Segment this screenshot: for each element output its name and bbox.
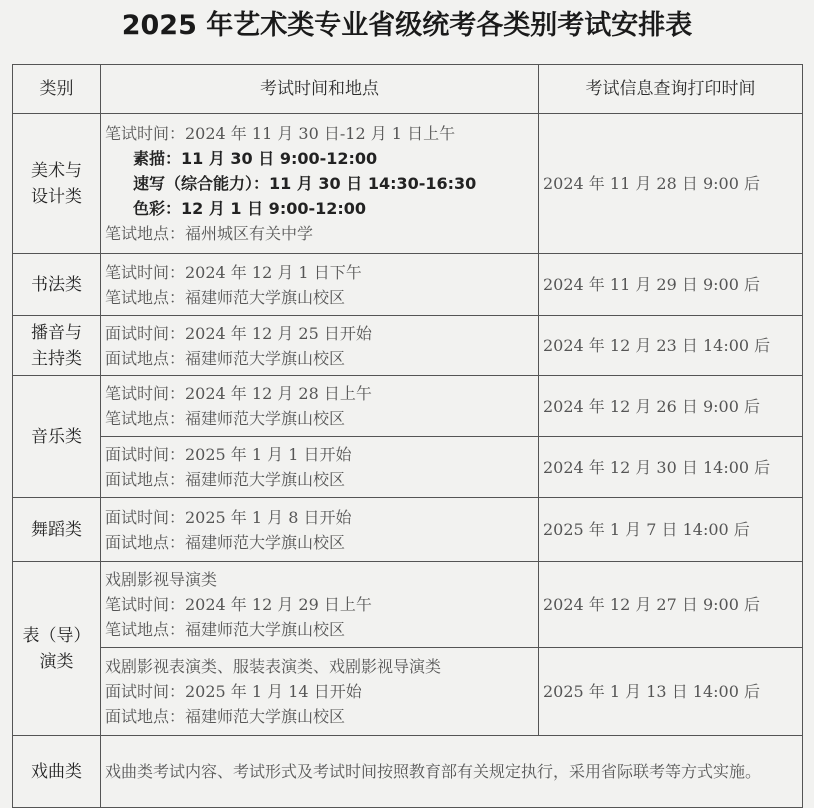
- category-cell: [13, 562, 101, 736]
- time-place-cell: [101, 316, 539, 376]
- time-place-cell: [101, 114, 539, 254]
- table-row-performance-interview: [13, 648, 803, 736]
- exam-time: 笔试时间：2024 年 12 月 28 日上午: [105, 384, 372, 403]
- exam-time: 笔试时间：2024 年 12 月 1 日下午: [105, 262, 362, 282]
- exam-subject: 戏剧影视表演类、服装表演类、戏剧影视导演类: [105, 657, 442, 676]
- category-label: 播音与: [31, 322, 82, 343]
- category-cell: [13, 316, 101, 376]
- header-category: 类别: [13, 65, 101, 114]
- print-time-cell: 2024 年 12 月 23 日 14:00 后: [539, 316, 803, 376]
- exam-time: 面试时间：2025 年 1 月 8 日开始: [105, 507, 352, 527]
- exam-place: 笔试地点：福建师范大学旗山校区: [105, 409, 346, 428]
- time-place-cell: [101, 498, 539, 562]
- category-label: 设计类: [31, 186, 82, 207]
- color-time: 色彩：12 月 1 日 9:00-12:00: [133, 199, 367, 218]
- category-cell: 音乐类: [13, 376, 101, 498]
- table-row-dance: [13, 498, 803, 562]
- exam-place: 面试地点：福建师范大学旗山校区: [105, 707, 346, 726]
- exam-subject: 戏剧影视导演类: [105, 570, 218, 589]
- exam-place: 面试地点：福建师范大学旗山校区: [105, 532, 346, 552]
- time-place-cell: [101, 437, 539, 498]
- exam-place: 笔试地点：福建师范大学旗山校区: [105, 620, 346, 639]
- table-row-performance-written: [13, 562, 803, 648]
- print-time-cell: 2025 年 1 月 13 日 14:00 后: [539, 648, 803, 736]
- time-place-cell: [101, 648, 539, 736]
- category-label: 演类: [39, 651, 74, 672]
- exam-place: 面试地点：福建师范大学旗山校区: [105, 470, 346, 489]
- time-place-cell: [101, 254, 539, 316]
- header-print-time: 考试信息查询打印时间: [539, 65, 803, 114]
- print-time-cell: 2025 年 1 月 7 日 14:00 后: [539, 498, 803, 562]
- category-cell: [13, 114, 101, 254]
- category-cell: 舞蹈类: [13, 498, 101, 562]
- exam-time: 面试时间：2025 年 1 月 14 日开始: [105, 682, 362, 701]
- written-time: 笔试时间：2024 年 11 月 30 日-12 月 1 日上午: [105, 124, 456, 143]
- category-label: 主持类: [31, 348, 82, 369]
- exam-place: 笔试地点：福建师范大学旗山校区: [105, 287, 346, 307]
- print-time-cell: 2024 年 12 月 26 日 9:00 后: [539, 376, 803, 437]
- opera-note-cell: 戏曲类考试内容、考试形式及考试时间按照教育部有关规定执行，采用省际联考等方式实施。: [101, 736, 803, 808]
- category-label: 表（导）: [22, 625, 91, 646]
- time-place-cell: [101, 562, 539, 648]
- print-time-cell: 2024 年 12 月 27 日 9:00 后: [539, 562, 803, 648]
- exam-place: 面试地点：福建师范大学旗山校区: [105, 348, 346, 368]
- print-time-cell: 2024 年 12 月 30 日 14:00 后: [539, 437, 803, 498]
- exam-time: 面试时间：2024 年 12 月 25 日开始: [105, 323, 372, 343]
- category-cell: 书法类: [13, 254, 101, 316]
- category-label: 美术与: [31, 160, 82, 181]
- exam-schedule-table: [12, 64, 803, 808]
- table-row-music-written: [13, 376, 803, 437]
- table-header-row: [13, 65, 803, 114]
- category-cell: 戏曲类: [13, 736, 101, 808]
- header-time-place: 考试时间和地点: [101, 65, 539, 114]
- exam-time: 面试时间：2025 年 1 月 1 日开始: [105, 445, 352, 464]
- table-row-opera: [13, 736, 803, 808]
- table-row-art: [13, 114, 803, 254]
- exam-time: 笔试时间：2024 年 12 月 29 日上午: [105, 595, 372, 614]
- page-title: 2025 年艺术类专业省级统考各类别考试安排表: [121, 10, 693, 41]
- table-row-music-interview: [13, 437, 803, 498]
- time-place-cell: [101, 376, 539, 437]
- print-time-cell: 2024 年 11 月 29 日 9:00 后: [539, 254, 803, 316]
- table-row-calligraphy: [13, 254, 803, 316]
- sketch-time: 素描：11 月 30 日 9:00-12:00: [133, 149, 378, 168]
- written-place: 笔试地点：福州城区有关中学: [105, 224, 314, 243]
- quick-sketch-time: 速写（综合能力）：11 月 30 日 14:30-16:30: [133, 174, 477, 193]
- print-time-cell: 2024 年 11 月 28 日 9:00 后: [539, 114, 803, 254]
- table-row-broadcast: [13, 316, 803, 376]
